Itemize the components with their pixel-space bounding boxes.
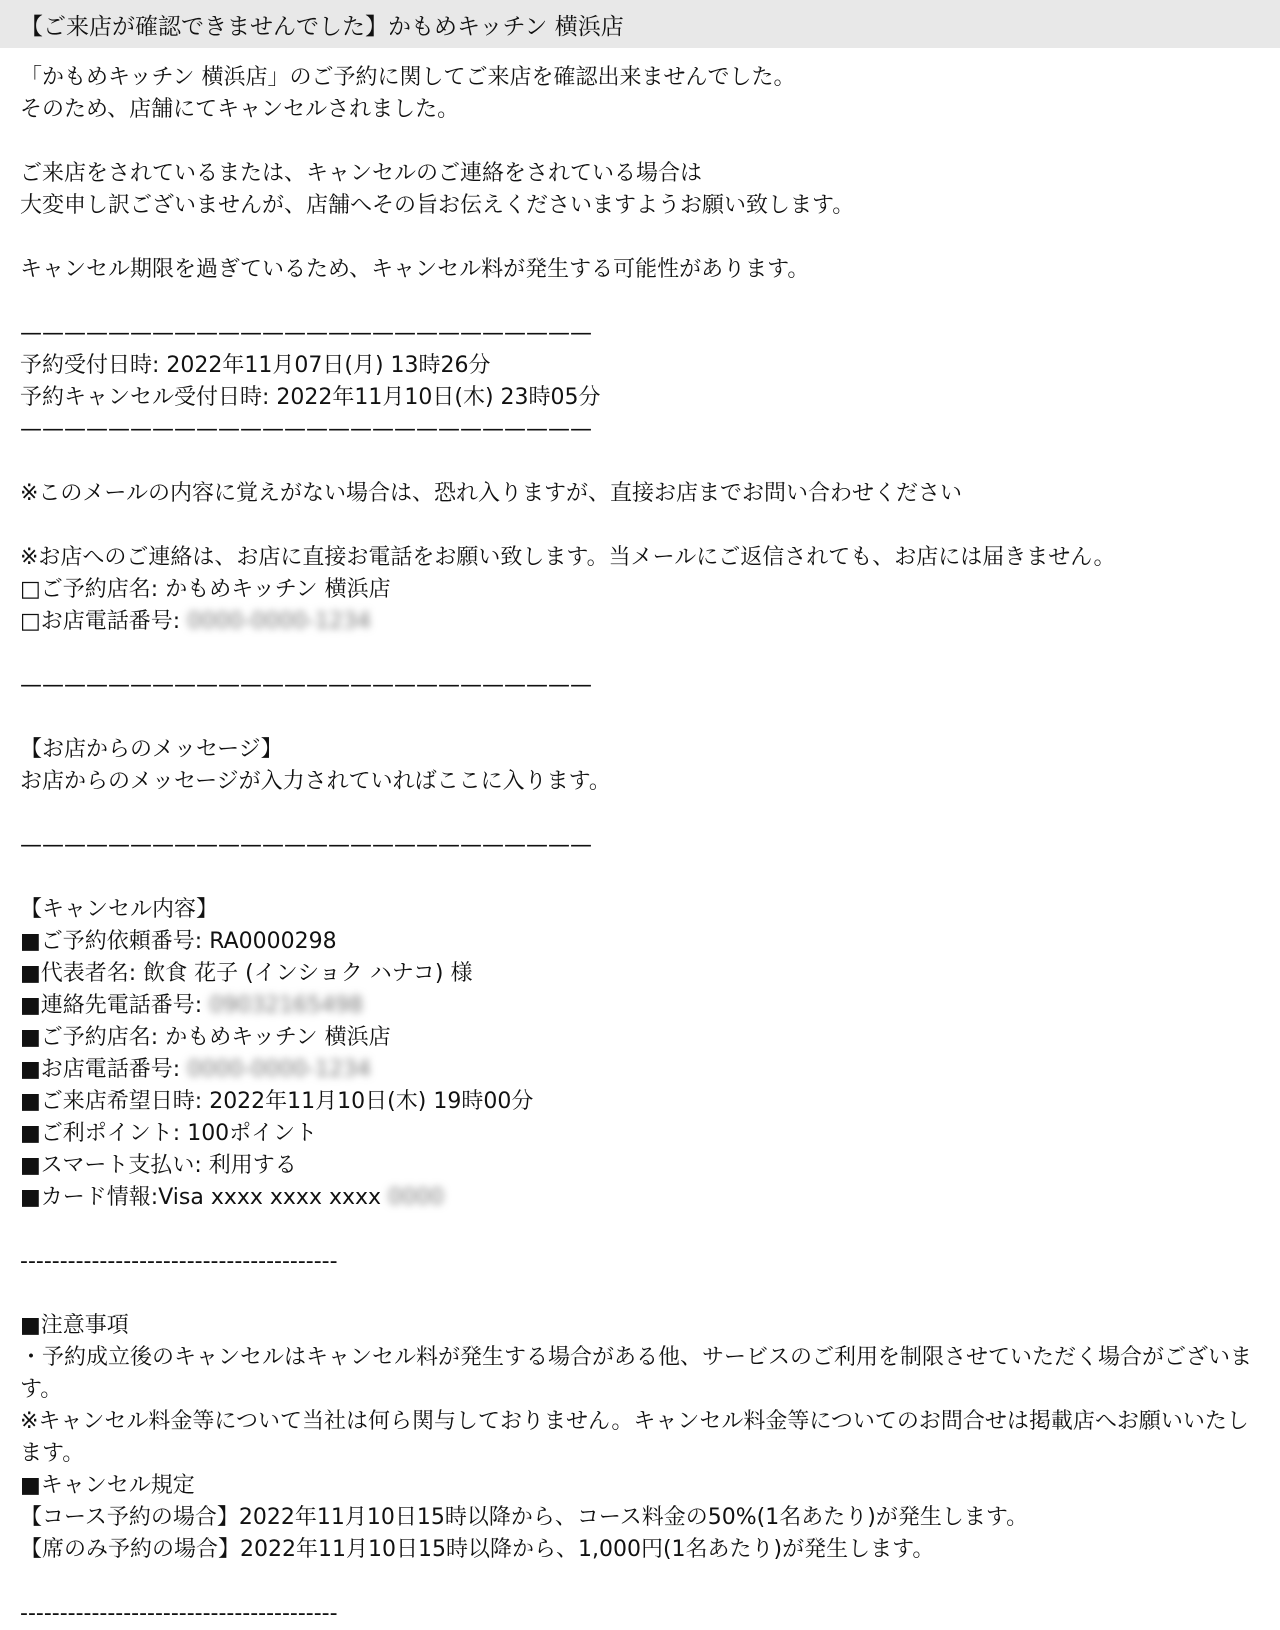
email-subject: 【ご来店が確認できませんでした】かもめキッチン 横浜店 <box>20 13 624 40</box>
contact-phone-row <box>20 990 1260 1022</box>
representative-name: ■代表者名: 飲食 花子 (インショク ハナコ) 様 <box>20 961 473 986</box>
caution-item-2: ※キャンセル料金等について当社は何ら関与しておりません。キャンセル料金等についてのお問合せは掲載店へお願いいたします。 <box>20 1409 1249 1466</box>
smart-payment: ■スマート支払い: 利用する <box>20 1153 297 1178</box>
cautions-heading: ■注意事項 <box>20 1313 129 1338</box>
shop-message-heading: 【お店からのメッセージ】 <box>20 737 283 762</box>
unknown-mail-note: ※このメールの内容に覚えがない場合は、恐れ入りますが、直接お店までお問い合わせください <box>20 481 962 506</box>
detail-shop-phone-value: 0000-0000-1234 <box>187 1057 372 1082</box>
policy-heading: ■キャンセル規定 <box>20 1473 195 1498</box>
detail-shop-phone-row <box>20 1054 1260 1086</box>
visit-datetime: ■ご来店希望日時: 2022年11月10日(木) 19時00分 <box>20 1089 534 1114</box>
policy-seat-only: 【席のみ予約の場合】2022年11月10日15時以降から、1,000円(1名あたり)が発生します。 <box>20 1537 935 1562</box>
separator-dashed-1: ---------------------------------------- <box>20 1249 338 1274</box>
separator-1: —————————————————————————— <box>20 321 592 346</box>
separator-4: —————————————————————————— <box>20 833 592 858</box>
reception-datetime: 予約受付日時: 2022年11月07日(月) 13時26分 <box>20 353 491 378</box>
contact-phone-label: ■連絡先電話番号: <box>20 993 210 1018</box>
detail-shop-name: ■ご予約店名: かもめキッチン 横浜店 <box>20 1025 391 1050</box>
shop-name-value: かもめキッチン 横浜店 <box>165 577 391 602</box>
cancel-reception-datetime: 予約キャンセル受付日時: 2022年11月10日(木) 23時05分 <box>20 385 601 410</box>
card-info-label: ■カード情報:Visa xxxx xxxx xxxx <box>20 1185 389 1210</box>
contact-phone-value: 09032165498 <box>209 993 364 1018</box>
notice-line-2: 大変申し訳ございませんが、店舗へその旨お伝えくださいますようお願い致します。 <box>20 193 855 218</box>
shop-name-label: □ご予約店名: <box>20 577 166 602</box>
cancel-details-heading: 【キャンセル内容】 <box>20 897 219 922</box>
card-info-value: 0000 <box>388 1185 445 1210</box>
card-info-row <box>20 1182 1260 1214</box>
fee-warning: キャンセル期限を過ぎているため、キャンセル料が発生する可能性があります。 <box>20 257 810 282</box>
caution-item-1: ・予約成立後のキャンセルはキャンセル料が発生する場合がある他、サービスのご利用を制限させていただく場合がございます。 <box>20 1345 1253 1402</box>
detail-shop-phone-label: ■お店電話番号: <box>20 1057 188 1082</box>
shop-message-text: お店からのメッセージが入力されていればここに入ります。 <box>20 769 611 794</box>
contact-note: ※お店へのご連絡は、お店に直接お電話をお願い致します。当メールにご返信されても、お店には届きません。 <box>20 545 1116 570</box>
request-number: ■ご予約依頼番号: RA0000298 <box>20 929 337 954</box>
email-body <box>0 48 1280 1630</box>
shop-phone-row <box>20 606 1260 638</box>
notice-line-1: ご来店をされているまたは、キャンセルのご連絡をされている場合は <box>20 161 703 186</box>
separator-3: —————————————————————————— <box>20 673 592 698</box>
intro-line-1: 「かもめキッチン 横浜店」のご予約に関してご来店を確認出来ませんでした。 <box>20 65 796 90</box>
shop-phone-value: 0000-0000-1234 <box>187 609 372 634</box>
points-used: ■ご利ポイント: 100ポイント <box>20 1121 318 1146</box>
separator-dashed-2: ---------------------------------------- <box>20 1601 338 1626</box>
separator-2: —————————————————————————— <box>20 417 592 442</box>
intro-line-2: そのため、店舗にてキャンセルされました。 <box>20 97 460 122</box>
policy-course: 【コース予約の場合】2022年11月10日15時以降から、コース料金の50%(1名あたり)が発生します。 <box>20 1505 1029 1530</box>
email-subject-bar <box>0 0 1280 48</box>
shop-phone-label: □お店電話番号: <box>20 609 188 634</box>
shop-name-row <box>20 574 1260 606</box>
